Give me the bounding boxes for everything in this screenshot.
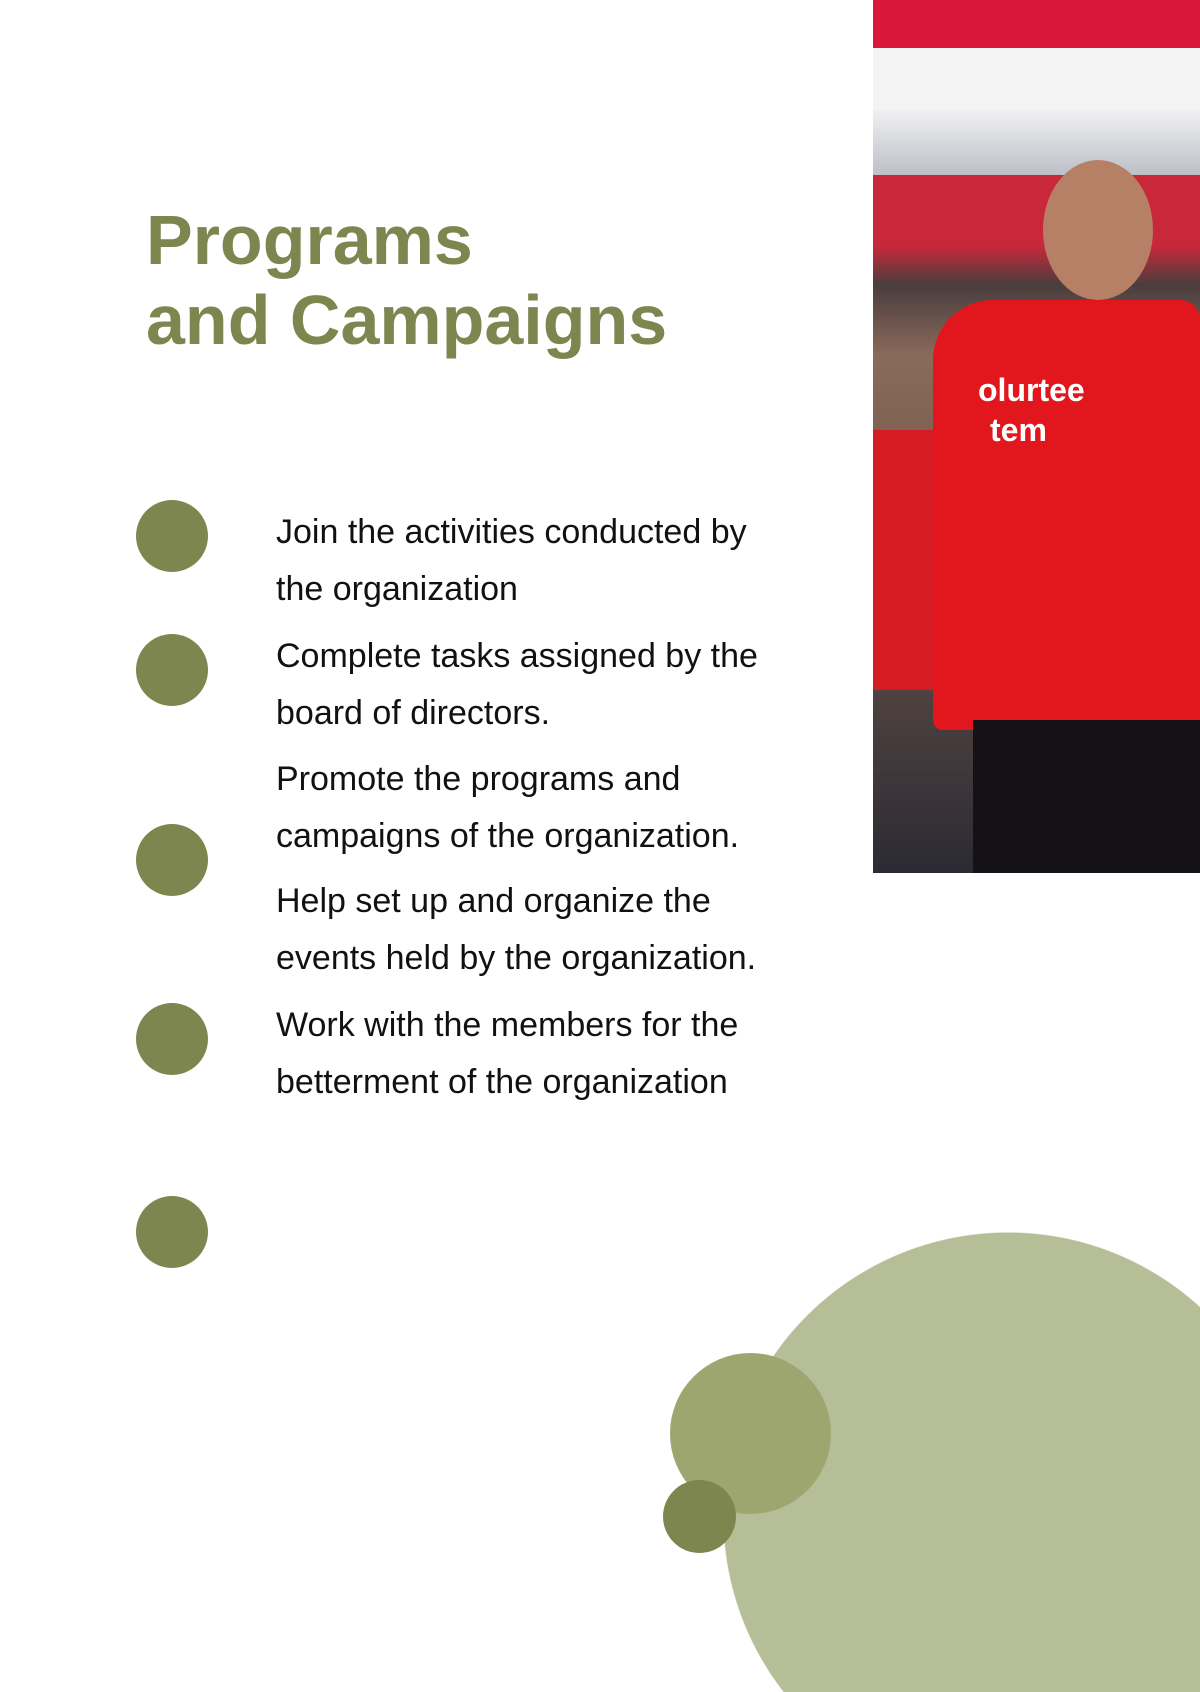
list-item: Complete tasks assigned by the board of directors. (276, 637, 758, 732)
decor-circle-small (663, 1480, 736, 1553)
bullet-dot (136, 1003, 208, 1075)
page-title (146, 200, 667, 360)
volunteer-photo (873, 0, 1200, 873)
list-item: Help set up and organize the events held by the organization. (276, 882, 757, 977)
bullet-dot (136, 634, 208, 706)
photo-head (1043, 160, 1153, 300)
shirt-text: olurtee tem (978, 372, 1085, 448)
list-item: Promote the programs and campaigns of the organization. (276, 760, 740, 855)
photo-banner (873, 0, 1200, 48)
title-line-1: Programs (146, 201, 473, 279)
photo-pants (973, 720, 1200, 873)
bullet-dot (136, 1196, 208, 1268)
list-item: Work with the members for the betterment of the organization (276, 1006, 739, 1101)
photo-sky (873, 110, 1200, 180)
photo-shirt (933, 300, 1200, 730)
list-item: Join the activities conducted by the organization (276, 513, 747, 608)
bullet-dot (136, 500, 208, 572)
title-line-2: and Campaigns (146, 281, 668, 359)
bullet-dot (136, 824, 208, 896)
